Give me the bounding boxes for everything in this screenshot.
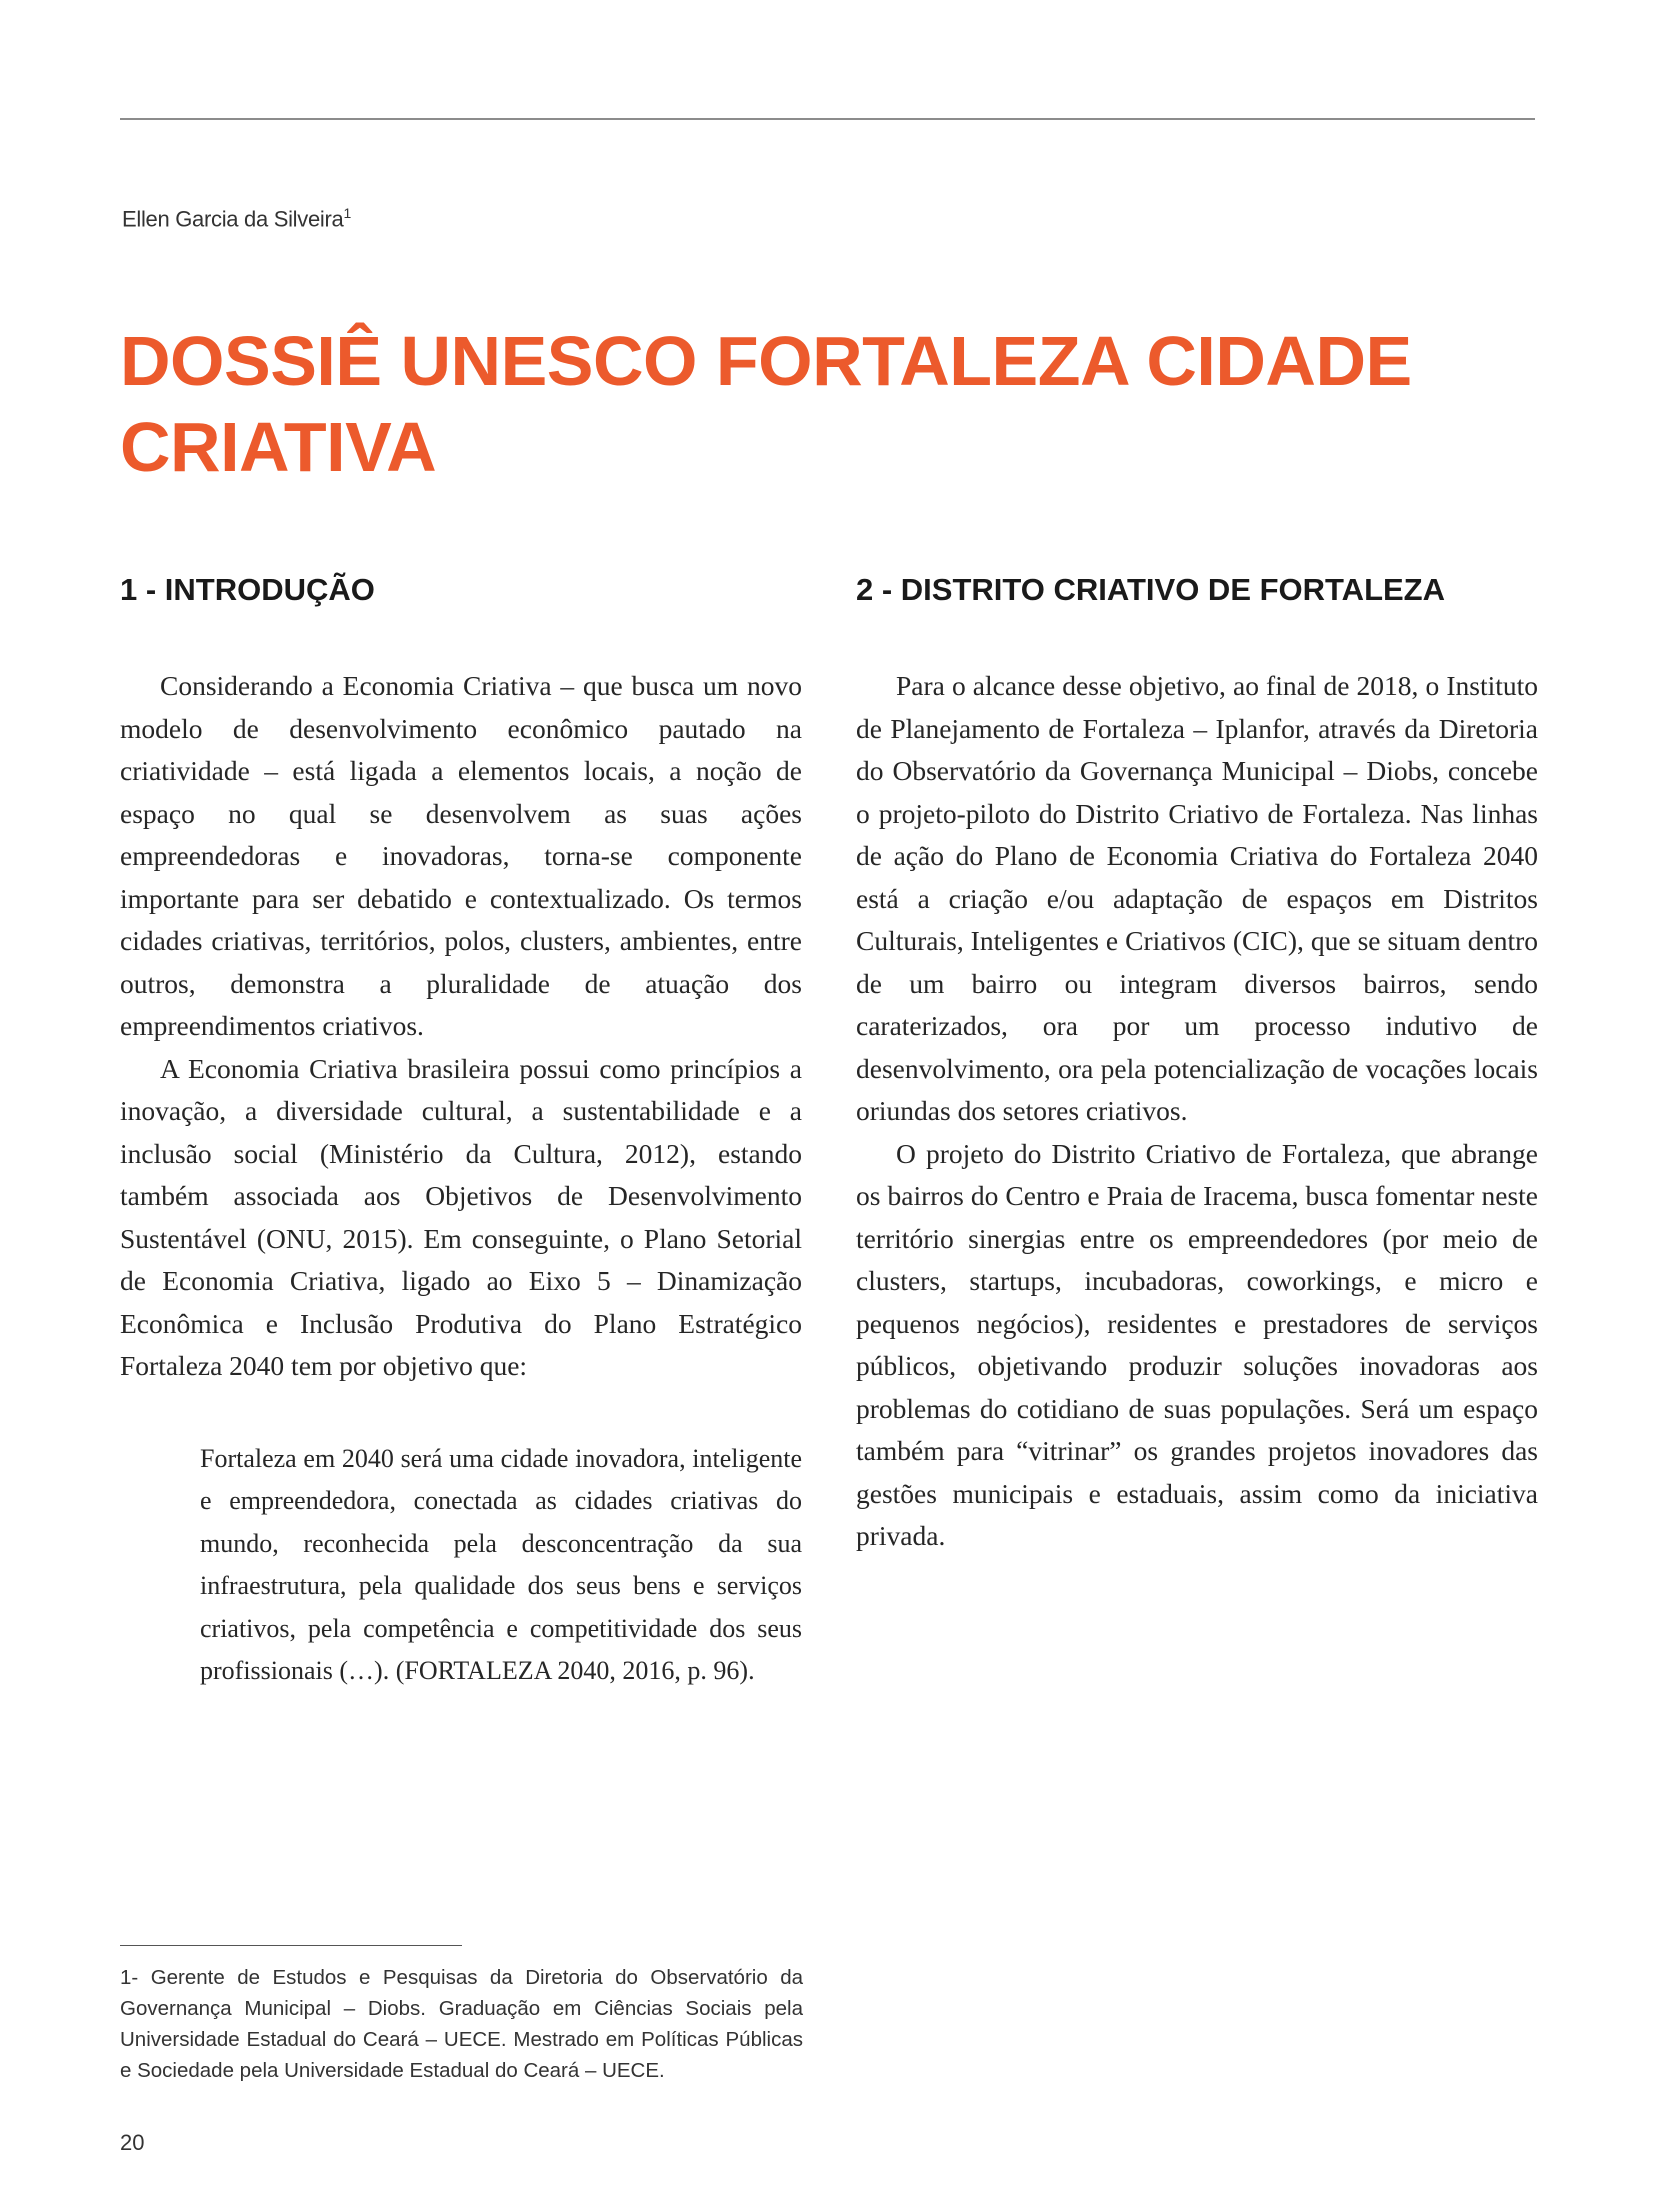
footnote: 1- Gerente de Estudos e Pesquisas da Diretoria do Observatório da Governança Municipal – Diobs. Graduação em Ciências Sociais pela Universidade Estadual do Ceará – UECE. Mestrado em Políticas Públicas e Sociedade pela Universidade Estadual do Ceará – UECE.: [120, 1966, 803, 2082]
paragraph: A Economia Criativa brasileira possui como princípios a inovação, a diversidade cultural, a sustentabilidade e a inclusão social (Ministério da Cultura, 2012), estando também associada aos Objetivos de Desenvolvimento Sustentável (ONU, 2015). Em conseguinte, o Plano Setorial de Economia Criativa, ligado ao Eixo 5 – Dinamização Econômica e Inclusão Produtiva do Plano Estratégico Fortaleza 2040 tem por objetivo que:: [120, 1052, 802, 1381]
header-rule: [120, 118, 1535, 120]
section-heading-introducao: 1 - INTRODUÇÃO: [120, 572, 375, 607]
document-title: DOSSIÊ UNESCO FORTALEZA CIDADE CRIATIVA: [120, 322, 1412, 486]
author-footnote-ref: 1: [343, 205, 351, 221]
paragraph: O projeto do Distrito Criativo de Fortaleza, que abrange os bairros do Centro e Praia de Iracema, busca fomentar neste território sinergias entre os empreendedores (por meio de clusters, startups, incubadoras, coworkings, e micro e pequenos negócios), residentes e prestadores de serviços públicos, objetivando produzir soluções inovadoras aos problemas do cotidiano de suas populações. Será um espaço também para “vitrinar” os grandes projetos inovadores das gestões municipais e estaduais, assim como da iniciativa privada.: [856, 1137, 1538, 1551]
paragraph: Para o alcance desse objetivo, ao final de 2018, o Instituto de Planejamento de Fortaleza – Iplanfor, através da Diretoria do Observatório da Governança Municipal – Diobs, concebe o projeto-piloto do Distrito Criativo de Fortaleza. Nas linhas de ação do Plano de Economia Criativa do Fortaleza 2040 está a criação e/ou adaptação de espaços em Distritos Culturais, Inteligentes e Criativos (CIC), que se situam dentro de um bairro ou integram diversos bairros, sendo caraterizados, ora por um processo indutivo de desenvolvimento, ora pela potencialização de vocações locais oriundas dos setores criativos.: [856, 670, 1538, 1126]
section-heading-distrito-criativo: 2 - DISTRITO CRIATIVO DE FORTALEZA: [856, 572, 1445, 607]
author-line: [122, 205, 351, 232]
block-quote: Fortaleza em 2040 será uma cidade inovadora, inteligente e empreendedora, conectada as cidades criativas do mundo, reconhecida pela desconcentração da sua infraestrutura, pela qualidade dos seus bens e serviços criativos, pela competência e competitividade dos seus profissionais (…). (FORTALEZA 2040, 2016, p. 96).: [200, 1443, 802, 1685]
author-name: Ellen Garcia da Silveira: [122, 206, 344, 232]
section-distrito-criativo: [856, 565, 1538, 1558]
footnote-rule: [120, 1945, 462, 1946]
section-introducao: [120, 565, 802, 1693]
paragraph: Considerando a Economia Criativa – que busca um novo modelo de desenvolvimento econômico pautado na criatividade – está ligada a elementos locais, a noção de espaço no qual se desenvolvem as suas ações empreendedoras e inovadoras, torna-se componente importante para ser debatido e contextualizado. Os termos cidades criativas, territórios, polos, clusters, ambientes, entre outros, demonstra a pluralidade de atuação dos empreendimentos criativos.: [120, 670, 802, 1041]
page-number: 20: [120, 2130, 145, 2155]
